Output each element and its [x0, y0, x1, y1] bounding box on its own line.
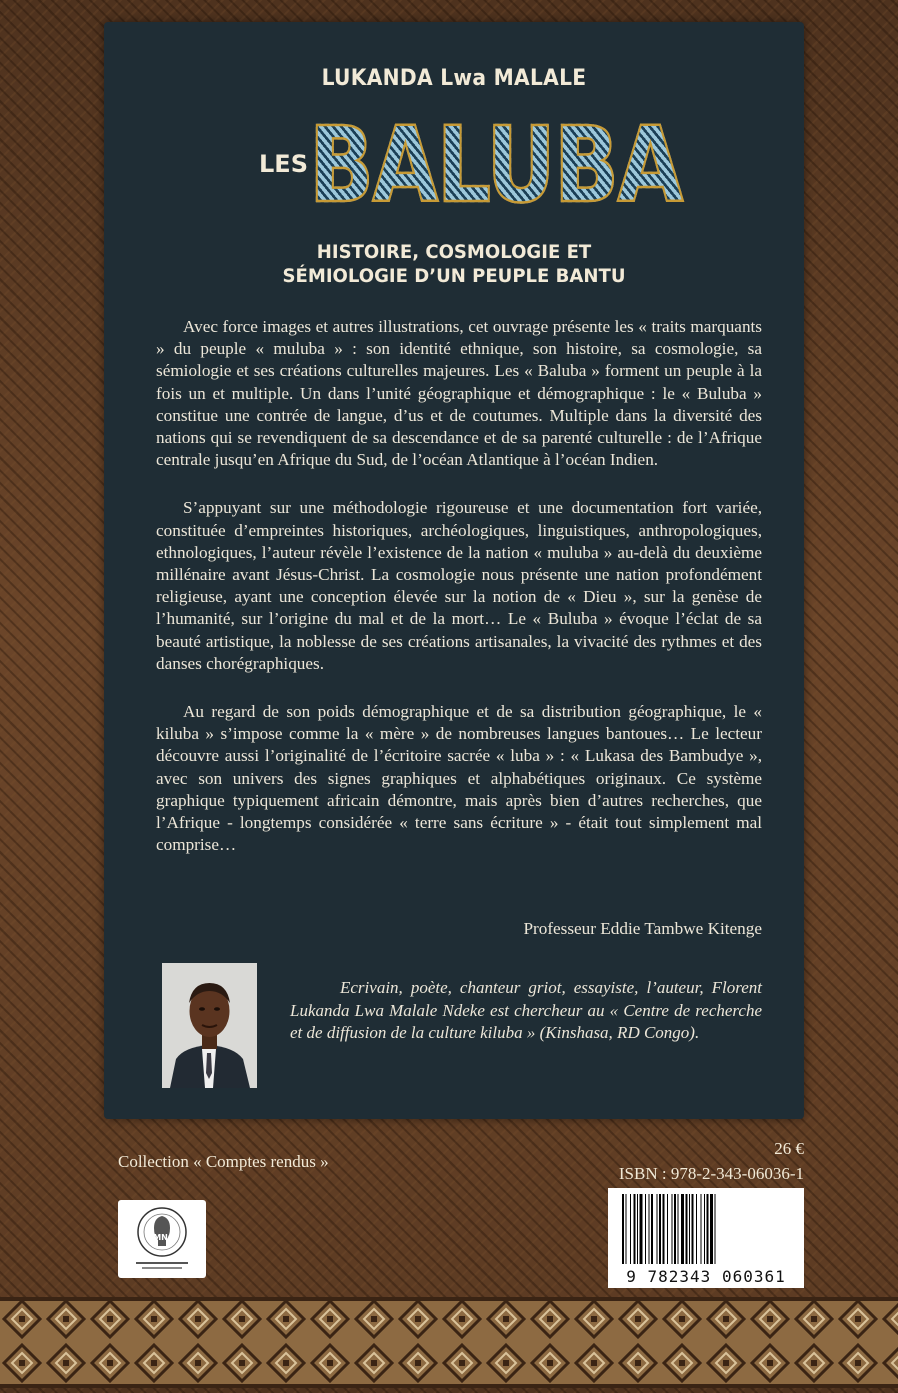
- publisher-logo: [118, 1200, 206, 1278]
- title-block: [104, 104, 804, 226]
- isbn-barcode: [608, 1188, 804, 1288]
- author-bio: Ecrivain, poète, chanteur griot, essayiste, l’auteur, Florent Lukanda Lwa Malale Ndeke est chercheur au « Centre de recherche et de diffusion de la culture kiluba » (Kinshasa, RD Congo).: [290, 978, 762, 1042]
- blurb-signature: Professeur Eddie Tambwe Kitenge: [523, 919, 762, 938]
- author-portrait-icon: [162, 963, 257, 1088]
- author-photo: [162, 963, 257, 1088]
- price: 26 €: [774, 1139, 804, 1158]
- blurb-paragraph: Avec force images et autres illustrations, cet ouvrage présente les « traits marquants » du peuple « muluba » : son identité ethnique, son histoire, sa cosmologie, sa sémiologie et ses créations culturelles majeures. Les « Baluba » forment un peuple à la fois un et multiple. Un dans l’unité géographique et démographique : le « Buluba » constitue une contrée de langue, d’us et de coutumes. Multiple dans la diversité des nations qui se revendiquent de sa descendance et de sa parenté culturelle : de l’Afrique centrale jusqu’en Afrique du Sud, de l’océan Atlantique à l’océan Indien.: [156, 317, 762, 470]
- title-prefix: LES: [259, 150, 308, 178]
- barcode-digits: 9 782343 060361: [626, 1267, 786, 1286]
- subtitle-line-1: HISTOIRE, COSMOLOGIE ET: [316, 241, 592, 263]
- museum-logo-icon: [118, 1200, 206, 1278]
- subtitle: [122, 240, 787, 288]
- isbn: ISBN : 978-2-343-06036-1: [618, 1164, 804, 1183]
- author-name: LUKANDA Lwa MALALE: [321, 66, 587, 91]
- blurb-text: [156, 316, 762, 882]
- blurb-paragraph: Au regard de son poids démographique et de sa distribution géographique, le « kiluba » s’impose comme la « mère » de nombreuses langues bantoues… Le lecteur découvre aussi l’originalité de l’écritoire sacrée « luba » : « Lukasa des Bambudye », avec son univers des signes graphiques et alphabétiques originaux. Ce système graphique typiquement africain démontre, mais après bien d’autres recherches, que l’Afrique - longtemps considérée « terre sans écriture » - était tout simplement mal comprise…: [156, 702, 762, 855]
- logo-text: IMNC: [150, 1233, 174, 1242]
- title-main: BALUBA: [309, 104, 682, 226]
- back-cover-panel: [104, 22, 804, 1119]
- collection-name: Collection « Comptes rendus »: [118, 1152, 329, 1171]
- decorative-pattern-band: [0, 1297, 898, 1388]
- kuba-pattern-icon: [0, 1297, 898, 1388]
- blurb-paragraph: S’appuyant sur une méthodologie rigoureuse et une documentation fort variée, constituée d’empreintes historiques, archéologiques, linguistiques, anthropologiques, ethnologiques, l’auteur révèle l’existence de la nation « muluba » au-delà du deuxième millénaire avant Jésus-Christ. La cosmologie nous présente une nation profondément religieuse, ayant une conception élevée sur la notion de « Dieu », sur la genèse de l’humanité, sur l’origine du mal et de la mort… Le « Buluba » évoque l’éclat de sa beauté artistique, la noblesse de ses créations artisanales, la vivacité des rythmes et des danses chorégraphiques.: [156, 498, 762, 673]
- subtitle-line-2: SÉMIOLOGIE D’UN PEUPLE BANTU: [282, 265, 626, 287]
- barcode-icon: [608, 1194, 804, 1272]
